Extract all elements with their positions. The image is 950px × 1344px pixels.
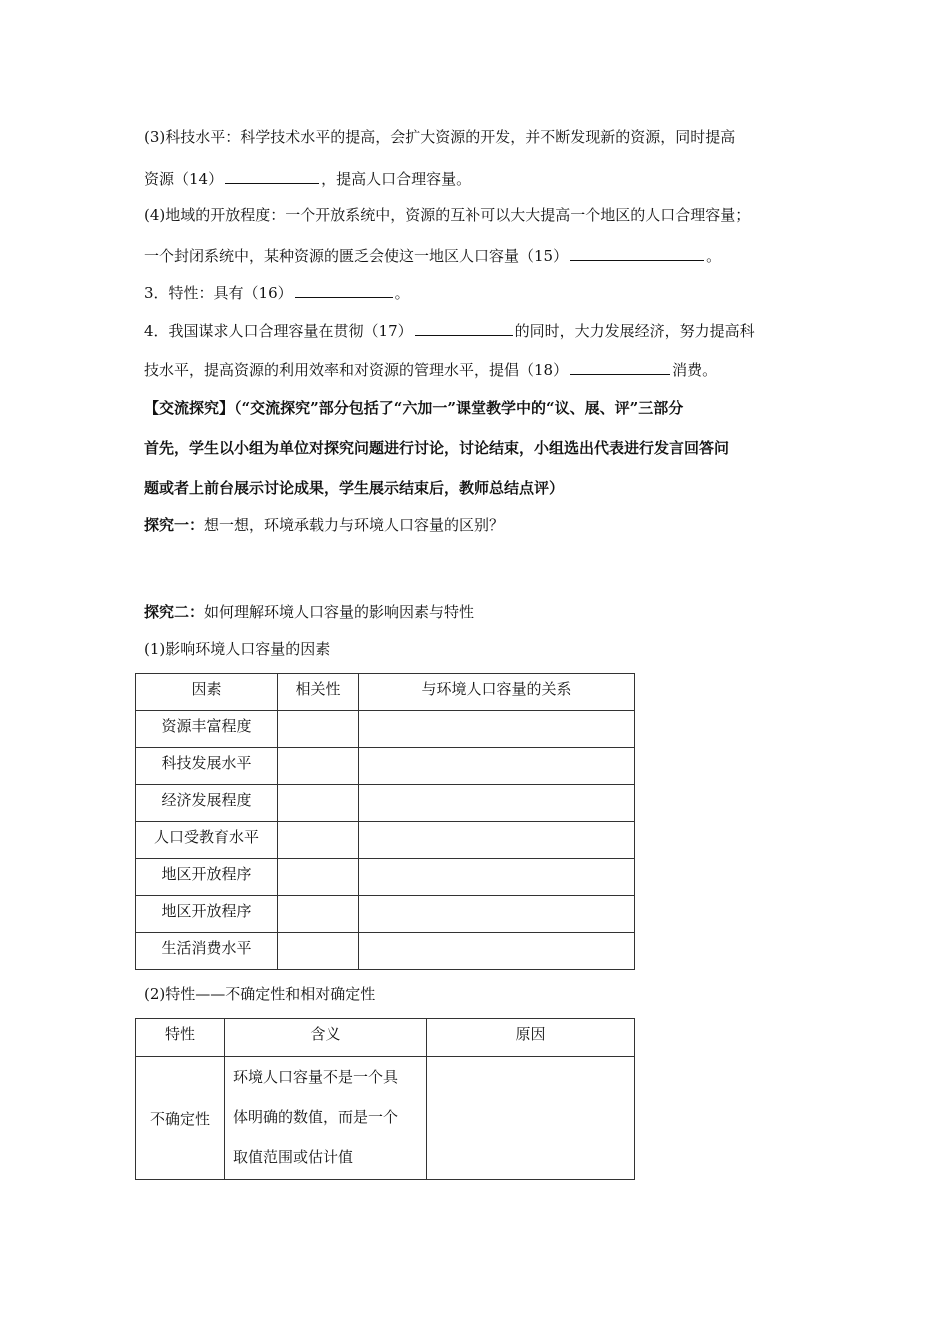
relation-cell[interactable]	[359, 748, 635, 785]
correlation-cell[interactable]	[278, 822, 359, 859]
blank-17[interactable]	[415, 320, 513, 336]
correlation-cell[interactable]	[278, 859, 359, 896]
blank-14[interactable]	[225, 168, 319, 184]
item4-line1-post: 的同时，大力发展经济，努力提高科	[514, 322, 755, 340]
factor-name: 资源丰富程度	[136, 711, 278, 748]
trait-meaning	[225, 1057, 427, 1180]
blank-15[interactable]	[570, 245, 704, 261]
table-row	[136, 1057, 635, 1180]
exchange-text1: （“交流探究”部分包括了“六加一”课堂教学中的“议、展、评”三部分	[234, 399, 684, 417]
header-reason: 原因	[427, 1019, 635, 1057]
item4-line1	[144, 320, 755, 341]
table-row	[136, 933, 635, 970]
blank-18[interactable]	[570, 359, 670, 375]
inquiry2-label: 探究二：	[144, 603, 205, 621]
inquiry1-line	[144, 515, 504, 535]
item3-post: 。	[394, 284, 410, 302]
factor-name: 科技发展水平	[136, 748, 278, 785]
blank-16[interactable]	[295, 282, 393, 298]
inquiry1-label: 探究一：	[144, 516, 205, 534]
correlation-cell[interactable]	[278, 933, 359, 970]
factor4-line2	[144, 245, 721, 266]
inquiry1-text: 想一想，环境承载力与环境人口容量的区别？	[204, 516, 505, 534]
relation-cell[interactable]	[359, 859, 635, 896]
inquiry2-text: 如何理解环境人口容量的影响因素与特性	[204, 603, 475, 621]
factor-name: 经济发展程度	[136, 785, 278, 822]
factor-name: 生活消费水平	[136, 933, 278, 970]
exchange-heading: 【交流探究】	[144, 399, 235, 417]
item4-line2	[144, 359, 717, 380]
table-row	[136, 822, 635, 859]
item4-line1-pre: 4．我国谋求人口合理容量在贯彻（17）	[144, 322, 413, 340]
header-meaning: 含义	[225, 1019, 427, 1057]
table-row	[136, 785, 635, 822]
factors-table	[135, 673, 635, 970]
factor3-line2-post: ，提高人口合理容量。	[321, 170, 472, 188]
item3-pre: 3．特性：具有（16）	[144, 284, 293, 302]
header-factor: 因素	[136, 674, 278, 711]
relation-cell[interactable]	[359, 822, 635, 859]
table-row	[136, 896, 635, 933]
meaning-line: 取值范围或估计值	[233, 1148, 354, 1166]
relation-cell[interactable]	[359, 896, 635, 933]
table-row	[136, 711, 635, 748]
table-row	[136, 748, 635, 785]
factor4-line2-post: 。	[706, 247, 722, 265]
factor4-line2-pre: 一个封闭系统中，某种资源的匮乏会使这一地区人口容量（15）	[144, 247, 569, 265]
item4-line2-pre: 技水平，提高资源的利用效率和对资源的管理水平，提倡（18）	[144, 361, 569, 379]
traits-table	[135, 1018, 635, 1180]
correlation-cell[interactable]	[278, 711, 359, 748]
factor-name: 地区开放程序	[136, 896, 278, 933]
meaning-line: 体明确的数值，而是一个	[233, 1108, 399, 1126]
correlation-cell[interactable]	[278, 896, 359, 933]
traits-table-header	[136, 1019, 635, 1057]
exchange-line2: 首先，学生以小组为单位对探究问题进行讨论，讨论结束，小组选出代表进行发言回答问	[144, 439, 730, 457]
relation-cell[interactable]	[359, 711, 635, 748]
factor3-line2-pre: 资源（14）	[144, 170, 224, 188]
factor4-line1: (4)地域的开放程度：一个开放系统中，资源的互补可以大大提高一个地区的人口合理容量；	[144, 206, 751, 224]
factors-table-header	[136, 674, 635, 711]
correlation-cell[interactable]	[278, 748, 359, 785]
factor3-line2	[144, 168, 471, 189]
item4-line2-post: 消费。	[672, 361, 718, 379]
factor-name: 地区开放程序	[136, 859, 278, 896]
exchange-line1	[144, 398, 683, 418]
trait-name: 不确定性	[136, 1057, 225, 1180]
header-relation: 与环境人口容量的关系	[359, 674, 635, 711]
correlation-cell[interactable]	[278, 785, 359, 822]
inquiry2-sub1: (1)影响环境人口容量的因素	[144, 640, 331, 658]
meaning-line: 环境人口容量不是一个具	[233, 1068, 399, 1086]
inquiry2-sub2: (2)特性——不确定性和相对确定性	[144, 985, 376, 1003]
reason-cell[interactable]	[427, 1057, 635, 1180]
relation-cell[interactable]	[359, 933, 635, 970]
relation-cell[interactable]	[359, 785, 635, 822]
inquiry2-line	[144, 602, 474, 622]
factor3-line1: (3)科技水平：科学技术水平的提高，会扩大资源的开发，并不断发现新的资源，同时提高	[144, 128, 736, 146]
item3-line	[144, 282, 410, 303]
header-trait: 特性	[136, 1019, 225, 1057]
table-row	[136, 859, 635, 896]
exchange-line3: 题或者上前台展示讨论成果，学生展示结束后，教师总结点评）	[144, 479, 565, 497]
header-correlation: 相关性	[278, 674, 359, 711]
factor-name: 人口受教育水平	[136, 822, 278, 859]
